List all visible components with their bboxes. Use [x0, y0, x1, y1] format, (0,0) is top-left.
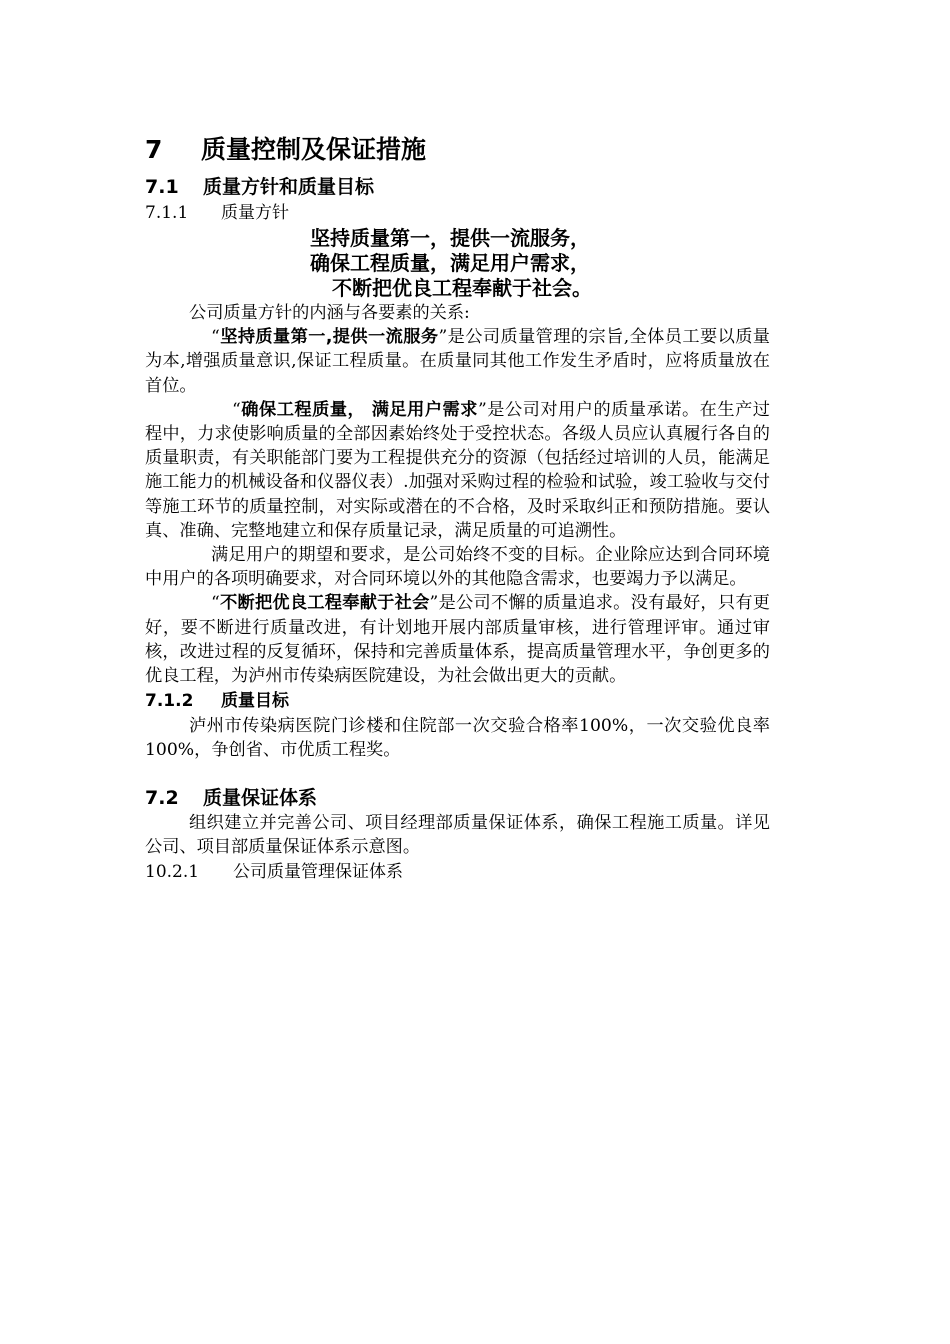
section-title: 公司质量管理保证体系 — [233, 862, 403, 883]
policy-line-2: 确保工程质量，满足用户需求， — [310, 251, 590, 275]
section-heading-10-2-1 — [145, 859, 770, 885]
section-number: 7.1 — [145, 176, 179, 198]
section-title: 质量控制及保证措施 — [201, 135, 427, 164]
section-title: 质量保证体系 — [203, 786, 318, 809]
paragraph-assurance-system: 组织建立并完善公司、项目经理部质量保证体系，确保工程施工质量。详见公司、项目部质量保证体系示意图。 — [145, 812, 770, 857]
section-title: 质量方针和质量目标 — [203, 176, 375, 198]
paragraph-text: ”是公司质量管理的宗旨,全体员工要以质量为本,增强质量意识,保证工程质量。在质量同其他工作发生矛盾时，应将质量放在首位。 — [145, 327, 770, 396]
paragraph-ensure-quality — [145, 398, 770, 543]
section-number: 10.2.1 — [145, 862, 200, 883]
policy-line-3: 不断把优良工程奉献于社会。 — [332, 276, 592, 300]
open-quote: “ — [232, 399, 241, 420]
paragraph-text: ”是公司对用户的质量承诺。在生产过程中，力求使影响质量的全部因素始终处于受控状态。各级人员应认真履行各自的质量职责，有关职能部门要为工程提供充分的资源（包括经过培训的人员，能满足施工能力的机械设备和仪器仪表）.加强对采购过程的检验和试验，竣工验收与交付等施工环节的质量控制，对实际或潜在的不合格，及时采取纠正和预防措施。要认真、准确、完整地建立和保存质量记录，满足质量的可追溯性。 — [145, 399, 770, 541]
section-heading-7-2 — [145, 785, 770, 811]
section-title: 质量目标 — [221, 691, 289, 712]
policy-line-1: 坚持质量第一，提供一流服务， — [310, 226, 590, 250]
emphasis-text: 确保工程质量， 满足用户需求 — [240, 399, 478, 420]
section-heading-7-1-2 — [145, 688, 770, 714]
emphasis-text: 不断把优良工程奉献于社会 — [219, 593, 430, 614]
section-heading-7 — [145, 130, 770, 170]
open-quote: “ — [211, 327, 220, 348]
intro-paragraph: 公司质量方针的内涵与各要素的关系: — [189, 303, 470, 323]
section-number: 7.1.1 — [145, 203, 189, 223]
paragraph-text: ”是公司不懈的质量追求。没有最好，只有更好，要不断进行质量改进，有计划地开展内部质量审核，进行管理评审。通过审核，改进过程的反复循环，保持和完善质量体系，提高质量管理水平，争创更多的优良工程，为泸州市传染病医院建设，为社会做出更大的贡献。 — [145, 593, 770, 687]
section-heading-7-1-1 — [145, 200, 770, 226]
paragraph-quality-first — [145, 325, 770, 398]
document-page — [145, 130, 770, 885]
section-title: 质量方针 — [221, 203, 289, 223]
paragraph-contribute-society — [145, 591, 770, 688]
section-number: 7 — [145, 135, 163, 164]
spacer — [145, 763, 770, 785]
emphasis-text: 坚持质量第一,提供一流服务 — [219, 327, 439, 348]
section-number: 7.1.2 — [145, 691, 194, 712]
section-heading-7-1 — [145, 174, 770, 200]
paragraph-quality-target: 泸州市传染病医院门诊楼和住院部一次交验合格率100%，一次交验优良率100%，争创省、市优质工程奖。 — [145, 716, 770, 761]
open-quote: “ — [211, 593, 220, 614]
paragraph-user-expectations: 满足用户的期望和要求，是公司始终不变的目标。企业除应达到合同环境中用户的各项明确要求，对合同环境以外的其他隐含需求，也要竭力予以满足。 — [145, 545, 770, 590]
section-number: 7.2 — [145, 786, 179, 809]
